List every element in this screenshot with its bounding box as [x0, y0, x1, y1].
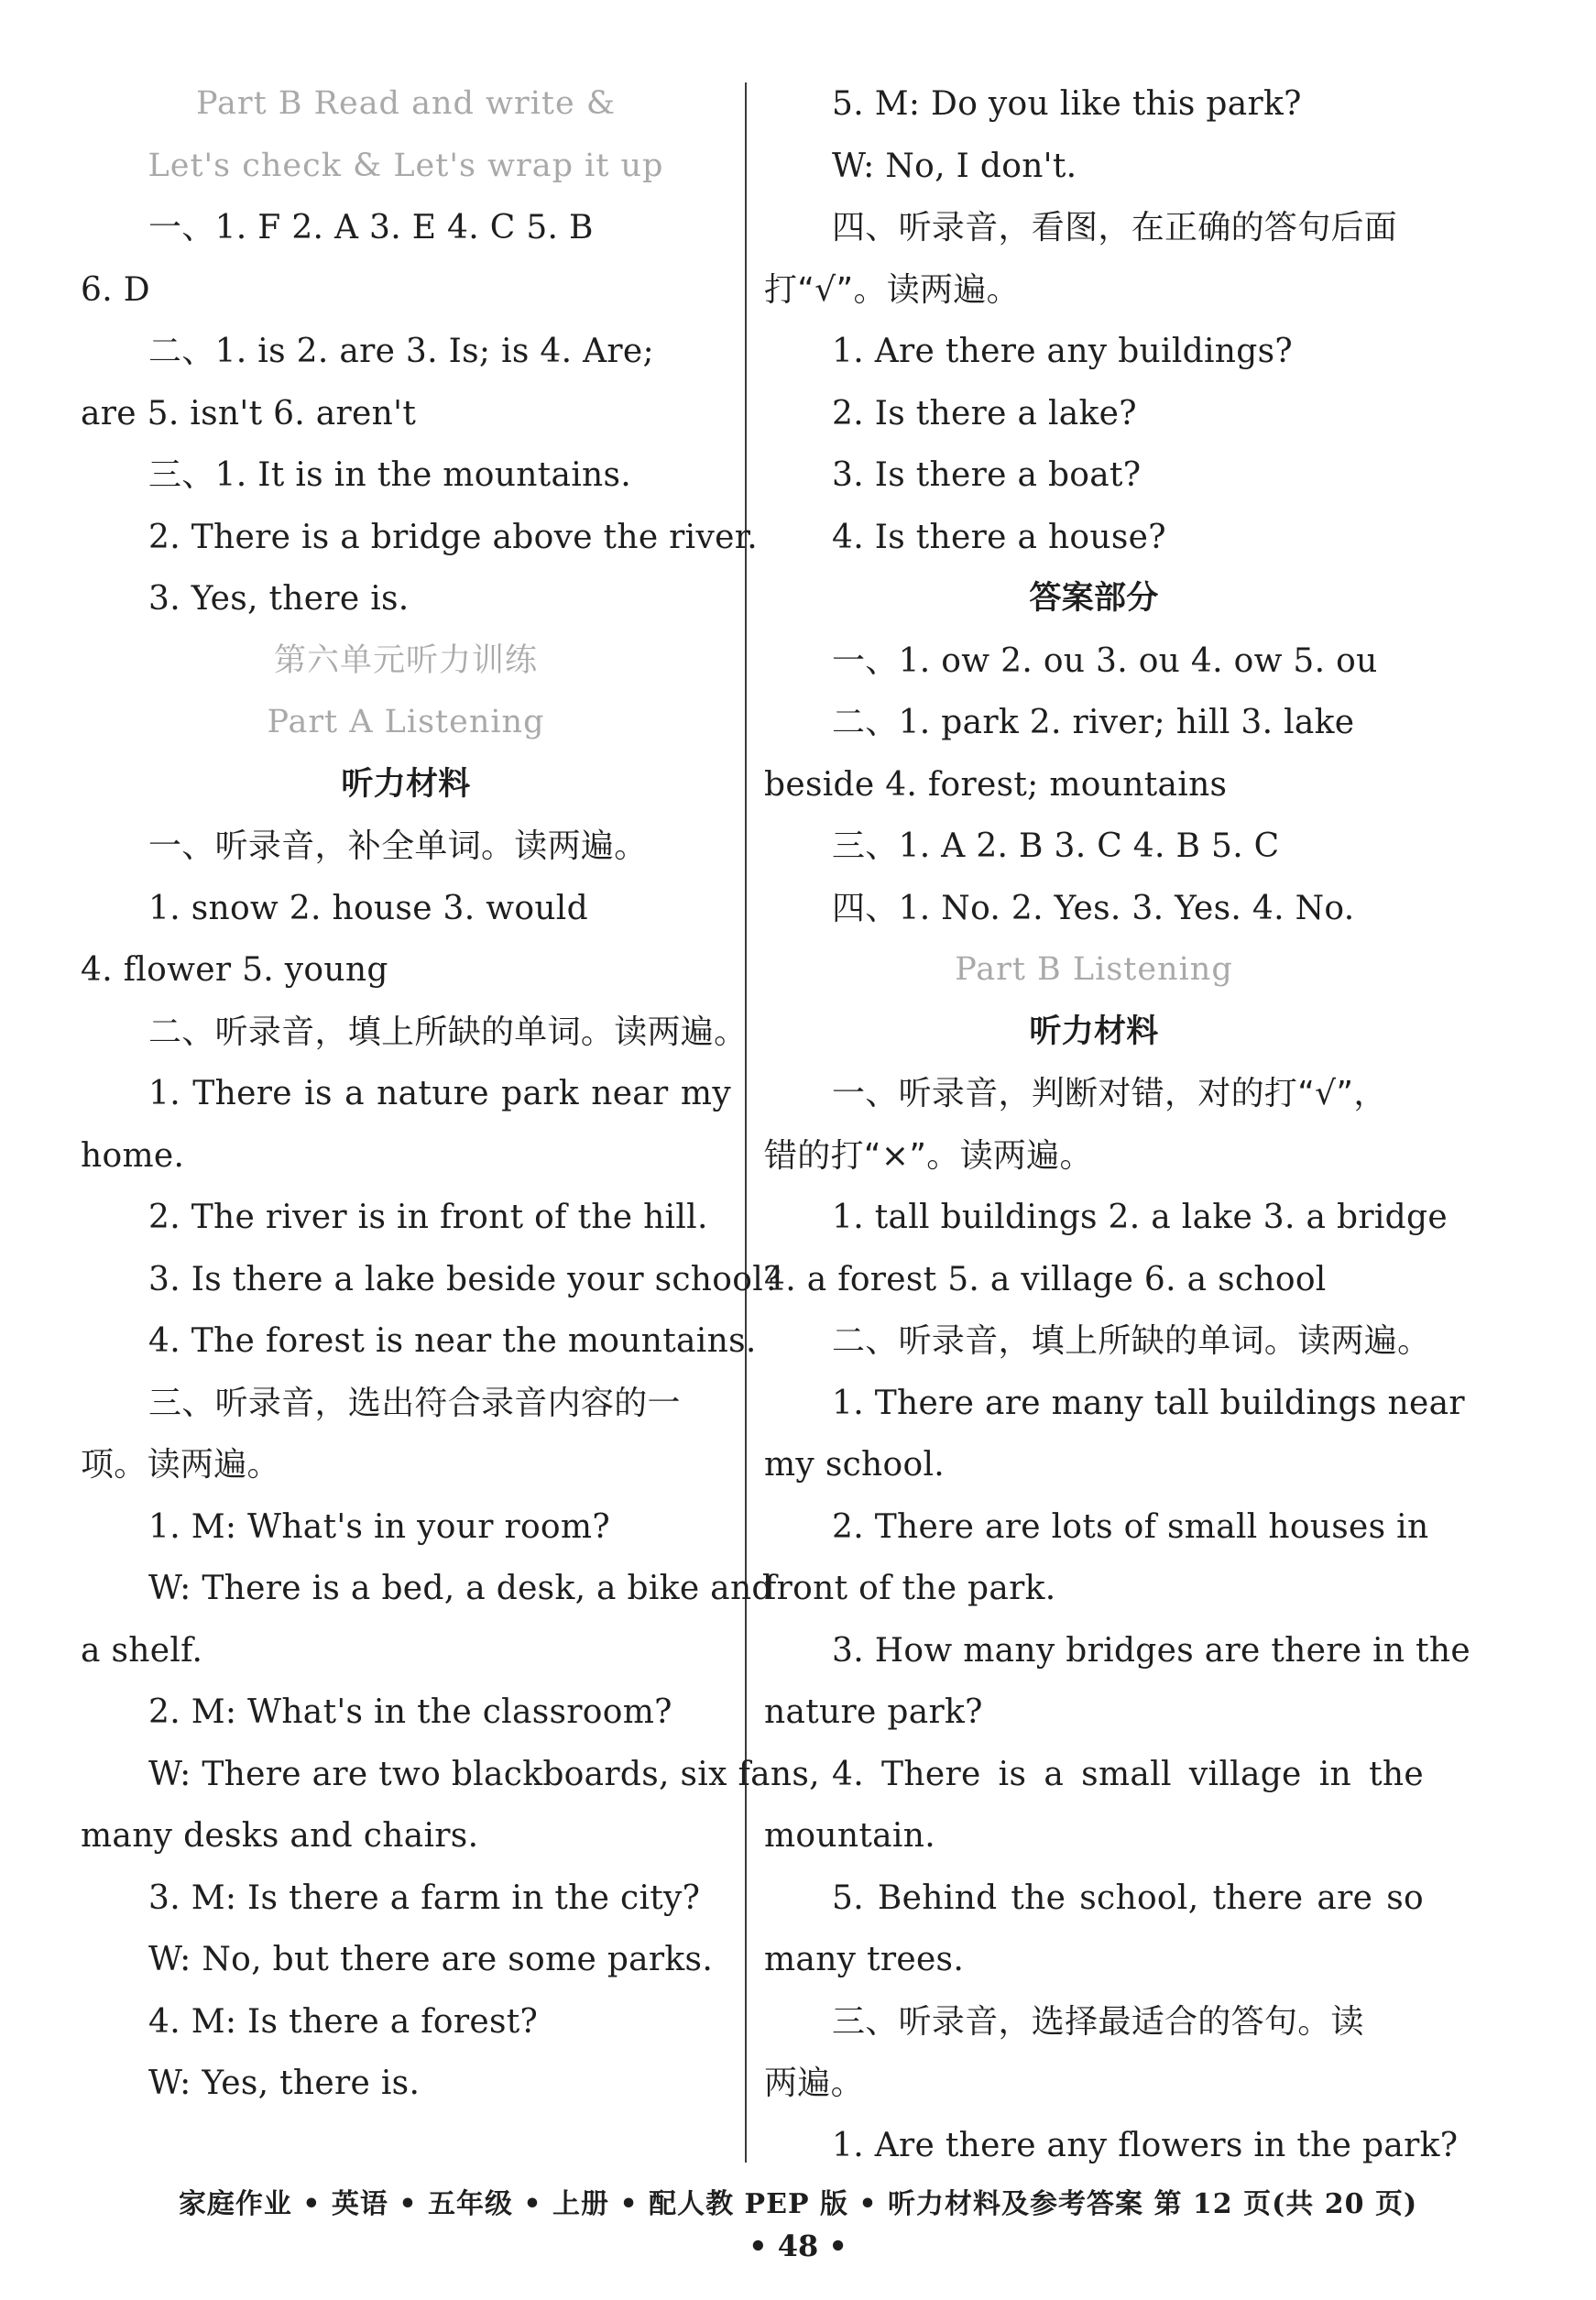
dialog-5-w: W: No, I don't.	[832, 147, 1077, 185]
q4-title-line2: 打“√”。读两遍。	[764, 270, 1020, 309]
answer-heading: 答案部分	[1029, 580, 1159, 617]
unit-title: 第六单元听力训练	[273, 641, 538, 679]
q4-item-2: 2. Is there a lake?	[832, 394, 1137, 433]
dialog-2-m: 2. M: What's in the classroom?	[148, 1693, 672, 1731]
q2-line2: home.	[81, 1136, 185, 1175]
dialog-5-m: 5. M: Do you like this park?	[832, 85, 1302, 123]
q3-title-line2: 项。读两遍。	[81, 1446, 280, 1484]
b3-title-line2: 两遍。	[764, 2065, 864, 2102]
b2-title: 二、听录音，填上所缺的单词。读两遍。	[832, 1322, 1431, 1360]
answer-1-line2: 6. D	[81, 270, 150, 309]
q2-line4: 3. Is there a lake beside your school?	[148, 1260, 782, 1298]
q2-line5: 4. The forest is near the mountains.	[148, 1322, 757, 1360]
q1-line1: 1. snow 2. house 3. would	[148, 889, 588, 927]
dialog-2-w-line1: W: There are two blackboards, six fans,	[148, 1755, 820, 1793]
b2-5-line1: 5. Behind the school, there are so	[832, 1878, 1424, 1917]
b1-title-line1: 一、听录音，判断对错，对的打“√”，	[832, 1075, 1387, 1112]
b3-item-1: 1. Are there any flowers in the park?	[832, 2126, 1459, 2164]
column-divider	[745, 82, 747, 2163]
material-heading-right: 听力材料	[1029, 1013, 1159, 1050]
b2-3-line1: 3. How many bridges are there in the	[832, 1631, 1470, 1670]
q1-title: 一、听录音，补全单词。读两遍。	[148, 827, 648, 865]
q1-line2: 4. flower 5. young	[81, 951, 388, 989]
answer-2-line1: 二、1. is 2. are 3. Is; is 4. Are;	[148, 333, 654, 370]
q3-title-line1: 三、听录音，选出符合录音内容的一	[148, 1384, 681, 1422]
b2-2-line2: front of the park.	[764, 1570, 1056, 1607]
b1-title-line2: 错的打“×”。读两遍。	[764, 1136, 1093, 1175]
partb-title-line1: Part B Read and write &	[196, 85, 616, 122]
dialog-1-w-line2: a shelf.	[81, 1631, 203, 1670]
page-number: • 48 •	[749, 2229, 847, 2263]
q4-item-4: 4. Is there a house?	[832, 518, 1166, 556]
answer-1-line1: 一、1. F 2. A 3. E 4. C 5. B	[148, 209, 594, 246]
answer-a4: 四、1. No. 2. Yes. 3. Yes. 4. No.	[832, 889, 1355, 927]
answer-3-line3: 3. Yes, there is.	[148, 580, 410, 618]
answer-a1: 一、1. ow 2. ou 3. ou 4. ow 5. ou	[832, 641, 1378, 680]
partb-listening-title: Part B Listening	[955, 951, 1233, 988]
parta-title: Part A Listening	[267, 704, 545, 740]
answer-a2-line2: beside 4. forest; mountains	[764, 765, 1228, 804]
b2-1-line2: my school.	[764, 1446, 946, 1484]
left-column	[81, 73, 820, 2115]
q2-line1: 1. There is a nature park near my	[148, 1075, 731, 1112]
answer-3-line1: 三、1. It is in the mountains.	[148, 456, 632, 494]
b2-4-line2: mountain.	[764, 1817, 935, 1855]
footer-book-info: 家庭作业 • 英语 • 五年级 • 上册 • 配人教 PEP 版 • 听力材料及参考答案 第 12 页(共 20 页)	[178, 2188, 1418, 2220]
answer-2-line2: are 5. isn't 6. aren't	[81, 394, 417, 433]
dialog-3-w: W: No, but there are some parks.	[148, 1941, 714, 1978]
right-column	[764, 73, 1470, 2176]
b2-4-line1: 4. There is a small village in the	[832, 1755, 1424, 1793]
b2-2-line1: 2. There are lots of small houses in	[832, 1507, 1429, 1546]
partb-title-line2: Let's check & Let's wrap it up	[148, 147, 664, 184]
answer-a2-line1: 二、1. park 2. river; hill 3. lake	[832, 704, 1355, 741]
dialog-1-w-line1: W: There is a bed, a desk, a bike and	[148, 1570, 773, 1607]
b2-1-line1: 1. There are many tall buildings near	[832, 1384, 1465, 1422]
dialog-1-m: 1. M: What's in your room?	[148, 1507, 610, 1546]
material-heading-left: 听力材料	[341, 765, 471, 803]
q2-line3: 2. The river is in front of the hill.	[148, 1199, 708, 1236]
dialog-4-m: 4. M: Is there a forest?	[148, 2002, 539, 2041]
answer-3-line2: 2. There is a bridge above the river.	[148, 518, 759, 556]
dialog-2-w-line2: many desks and chairs.	[81, 1817, 479, 1855]
b3-title-line1: 三、听录音，选择最适合的答句。读	[832, 2002, 1364, 2041]
q4-title-line1: 四、听录音，看图，在正确的答句后面	[832, 209, 1398, 246]
q2-title: 二、听录音，填上所缺的单词。读两遍。	[148, 1013, 748, 1051]
b1-line1: 1. tall buildings 2. a lake 3. a bridge	[832, 1199, 1448, 1236]
dialog-3-m: 3. M: Is there a farm in the city?	[148, 1878, 701, 1917]
b2-5-line2: many trees.	[764, 1941, 965, 1978]
q4-item-1: 1. Are there any buildings?	[832, 333, 1294, 370]
b1-line2: 4. a forest 5. a village 6. a school	[764, 1260, 1327, 1298]
answer-a3: 三、1. A 2. B 3. C 4. B 5. C	[832, 827, 1280, 865]
q4-item-3: 3. Is there a boat?	[832, 456, 1142, 494]
b2-3-line2: nature park?	[764, 1693, 983, 1731]
dialog-4-w: W: Yes, there is.	[148, 2065, 421, 2102]
